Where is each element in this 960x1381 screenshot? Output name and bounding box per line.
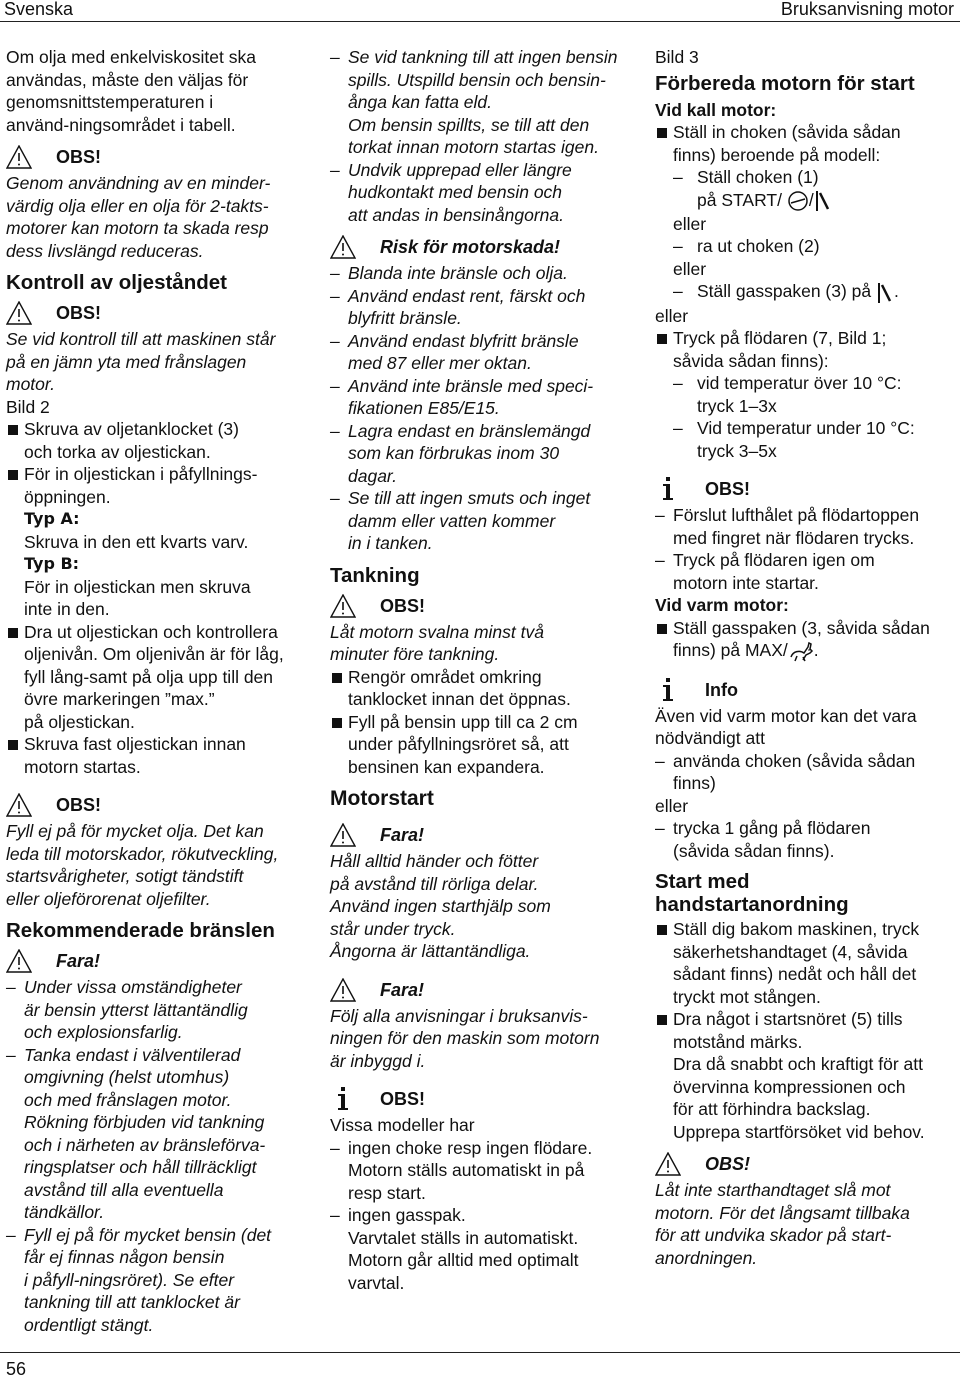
obs-notice: OBS! [330,591,642,621]
choke-symbol-icon [787,190,809,212]
subheading: Vid varm motor: [655,595,789,616]
list-item: Ställ dig bakom maskinen, tryck säkerhetshandtaget (4, såvida sådant finns) nedåt och håll det tryckt mot stången. [655,918,955,1008]
intro-text: Om olja med enkelviskositet ska användas, måste den väljas för genomsnittstemperaturen i använd-ningsområdet i tabell. [6,47,256,135]
info-notice: OBS! [655,474,955,504]
list-item: – Lagra endast en bränslemängd som kan förbrukas inom 30 dagar. [330,420,642,488]
list-item: – Ställ choken (1) på START/ / [655,166,955,213]
section-heading: Förbereda motorn för start [655,71,915,95]
list-item: Skruva av oljetanklocket (3) och torka av oljestickan. [6,418,318,463]
info-text: Vissa modeller har [330,1115,475,1135]
warning-triangle-icon [6,301,32,325]
danger-notice: Fara! [330,975,642,1005]
list-item: – använda choken (såvida sådan finns) [655,750,955,795]
list-item: Dra ut oljestickan och kontrollera oljenivån. Om oljenivån är för låg, fyll lång-samt på olja upp till den övre markeringen ”max.” på oljestickan. [6,621,318,734]
list-item: Rengör området omkring tanklocket innan det öppnas. [330,666,642,711]
risk-notice: Risk för motorskada! [330,232,642,262]
page-number: 56 [6,1359,27,1379]
obs-text: Låt inte starthandtaget slå mot motorn. För det långsamt tillbaka för att undvika skador på start- anordningen. [655,1180,910,1268]
list-item: – Blanda inte bränsle och olja. [330,262,642,285]
list-item: Dra något i startsnöret (5) tills motstånd märks. Dra då snabbt och kraftigt för att övervinna kompressionen och för att förhindra backslag. Upprepa startförsöket vid behov. [655,1008,955,1143]
column-2 [330,46,642,1294]
warning-triangle-icon [330,235,356,259]
choke-lever-icon [876,281,894,305]
warning-triangle-icon [330,823,356,847]
column-3 [655,46,955,1269]
header-rule [0,21,960,22]
warning-triangle-icon [330,594,356,618]
list-item: – Använd inte bränsle med speci- fikationen E85/E15. [330,375,642,420]
list-item: – trycka 1 gång på flödaren (såvida sådan finns). [655,817,955,862]
warning-triangle-icon [6,145,32,169]
info-notice: Info [655,675,955,705]
column-1 [6,46,318,1336]
list-item: – ingen choke resp ingen flödare. Motorn ställs automatiskt in på resp start. [330,1137,642,1205]
obs-text: Genom användning av en minder- värdig olja eller en olja för 2-takts- motorer kan motorn ta skada resp dess livslängd reduceras. [6,173,271,261]
danger-text: Följ alla anvisningar i bruksanvis- ningen för den maskin som motorn är inbyggd i. [330,1005,600,1071]
list-item: – ingen gasspak. Varvtalet ställs in automatiskt. Motorn går alltid med optimalt varvtal. [330,1204,642,1294]
list-item: För in oljestickan i påfyllnings- öppningen. [6,463,318,508]
figure-reference: Bild 3 [655,47,699,67]
list-item: – Tanka endast i välventilerad omgivning (helst utomhus) och med frånslagen motor. Rökning förbjuden vid tankning och i närheten av bränsleförva- ringsplatser och håll tillräckligt avstånd till alla eventuella tändkällor. [6,1044,318,1224]
list-item: Ställ gasspaken (3, såvida sådan finns) på MAX/ . [655,617,955,663]
type-a-label: Typ A: [24,509,80,528]
warning-triangle-icon [6,949,32,973]
section-heading: Kontroll av oljeståndet [6,271,227,294]
section-heading: Rekommenderade bränslen [6,919,275,942]
info-notice: OBS! [330,1084,642,1114]
list-item: – Tryck på flödaren igen om motorn inte startar. [655,549,955,594]
type-b-text: För in oljestickan men skruva inte in den. [24,576,251,619]
list-item: – Vid temperatur under 10 °C: tryck 3–5x [655,417,955,462]
list-item: – Under vissa omständigheter är bensin ytterst lättantändlig och explosionsfarlig. [6,976,318,1044]
list-item: – vid temperatur över 10 °C: tryck 1–3x [655,372,955,417]
header-language: Svenska [4,0,74,19]
list-item: – Använd endast rent, färskt och blyfritt bränsle. [330,285,642,330]
list-item: Fyll på bensin upp till ca 2 cm under påfyllningsröret så, att bensinen kan expandera. [330,711,642,779]
obs-text: Låt motorn svalna minst två minuter före tankning. [330,621,544,664]
obs-notice: OBS! [655,1149,955,1179]
list-item: – Förslut lufthålet på flödartoppen med fingret när flödaren trycks. [655,504,955,549]
obs-notice: OBS! [6,790,318,820]
subheading: Vid kall motor: [655,99,777,120]
section-heading: Start med handstartanordning [655,870,849,917]
warning-triangle-icon [6,793,32,817]
info-i-icon [657,677,679,703]
hare-icon [788,641,814,663]
obs-notice: OBS! [6,298,318,328]
list-item: Skruva fast oljestickan innan motorn startas. [6,733,318,778]
info-text: Även vid varm motor kan det vara nödvändigt att [655,705,917,749]
list-item: Tryck på flödaren (7, Bild 1; såvida sådan finns): [655,327,955,372]
list-item: – Undvik upprepad eller längre hudkontakt med bensin och att andas in bensinångorna. [330,159,642,227]
obs-text: Se vid kontroll till att maskinen står på en jämn yta med frånslagen motor. [6,329,276,394]
list-item: – Ställ gasspaken (3) på . [655,280,955,304]
or-text: eller [673,213,707,234]
footer-rule [0,1352,960,1353]
danger-notice: Fara! [6,946,318,976]
or-text: eller [673,258,707,279]
type-a-block [6,508,318,621]
danger-notice: Fara! [330,820,642,850]
section-heading: Tankning [330,563,420,587]
type-a-text: Skruva in den ett kvarts varv. [24,531,249,552]
info-i-icon [332,1086,354,1112]
type-b-label: Typ B: [24,554,80,573]
obs-text: Fyll ej på för mycket olja. Det kan leda till motorskador, rökutveckling, startsvårigheter, sotigt tändstift eller oljeförorenat oljefilter. [6,821,279,909]
page-header [0,0,960,22]
figure-reference: Bild 2 [6,396,50,417]
list-item: – Fyll ej på för mycket bensin (det får ej finnas någon bensin i påfyll-ningsröret). Se efter tankning till att tanklocket är ordentligt stängt. [6,1224,318,1337]
list-item: Ställ in choken (såvida sådan finns) beroende på modell: [655,121,955,166]
obs-notice: OBS! [6,142,318,172]
warning-triangle-icon [655,1152,681,1176]
section-heading: Motorstart [330,787,434,810]
info-i-icon [657,476,679,502]
or-text: eller [655,305,689,326]
list-item: – Se vid tankning till att ingen bensin spills. Utspilld bensin och bensin- ånga kan fatta eld. Om bensin spillts, se till att den torkat innan motorn startas igen. [330,46,642,159]
warning-triangle-icon [330,978,356,1002]
choke-lever-icon [814,189,832,213]
list-item: – ra ut choken (2) [655,235,955,258]
danger-text: Håll alltid händer och fötter på avstånd till rörliga delar. Använd ingen starthjälp som står under tryck. Ångorna är lättantändliga. [330,851,551,961]
list-item: – Se till att ingen smuts och inget damm eller vatten kommer in i tanken. [330,487,642,555]
header-title: Bruksanvisning motor [780,0,954,19]
or-text: eller [655,795,689,816]
list-item: – Använd endast blyfritt bränsle med 87 eller mer oktan. [330,330,642,375]
